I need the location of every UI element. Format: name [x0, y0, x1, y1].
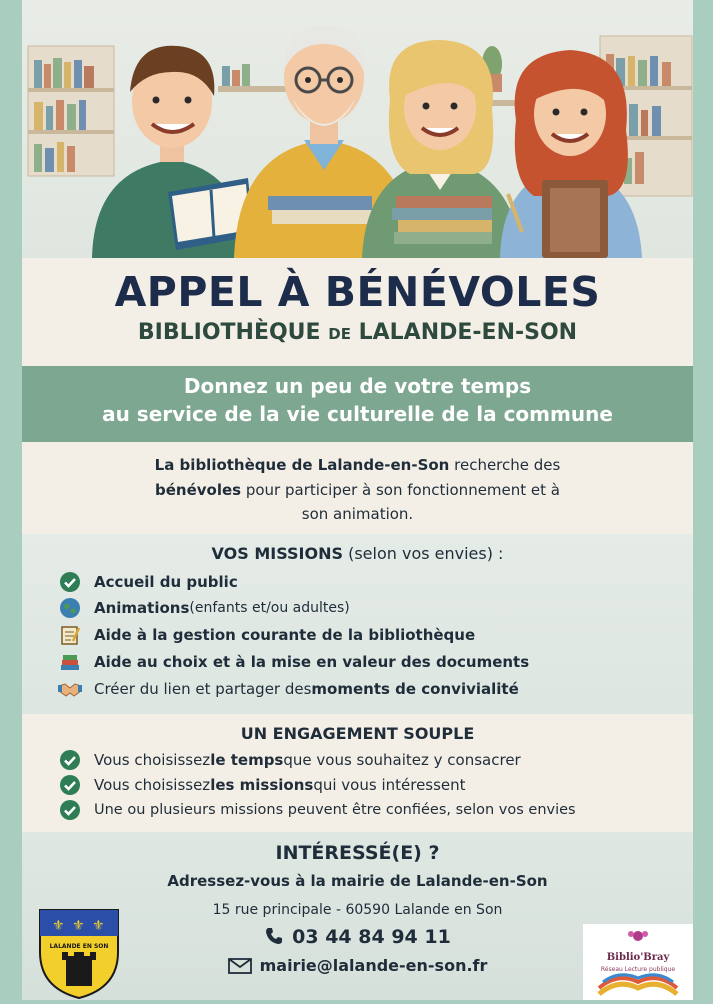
phone-icon	[264, 926, 284, 951]
contact-email[interactable]: mairie@lalande-en-son.fr	[259, 956, 488, 975]
engagement-section	[22, 714, 693, 832]
engagement-pre: Vous choisissez	[94, 776, 211, 794]
tagline-line2: au service de la vie culturelle de la commune	[102, 402, 613, 426]
mission-item	[58, 623, 475, 647]
engagement-item	[58, 773, 466, 797]
missions-section	[22, 534, 693, 714]
mission-label: Aide au choix et à la mise en valeur des documents	[94, 653, 530, 671]
sub-title	[22, 320, 693, 345]
municipal-crest	[36, 906, 122, 1000]
engagement-item	[58, 798, 576, 822]
missions-title-bold: VOS MISSIONS	[211, 544, 343, 563]
envelope-icon	[228, 958, 252, 978]
svg-text:⚜: ⚜	[92, 918, 105, 934]
mission-label: Aide à la gestion courante de la bibliothèque	[94, 626, 476, 644]
notepad-icon	[58, 624, 82, 646]
intro-line2-bold: bénévoles	[154, 481, 242, 499]
mission-item	[58, 570, 238, 594]
check-circle-icon	[58, 799, 82, 821]
contact-title: INTÉRESSÉ(E) ?	[275, 842, 440, 864]
mission-item	[58, 677, 519, 701]
intro-line3: son animation.	[301, 505, 414, 523]
engagement-bold: les missions	[210, 776, 314, 794]
mission-label: moments de convivialité	[311, 680, 519, 698]
logo-tagline: Réseau Lecture publique	[600, 966, 676, 973]
engagement-title: UN ENGAGEMENT SOUPLE	[240, 724, 475, 743]
tagline-band	[22, 366, 693, 442]
globe-icon	[58, 597, 82, 619]
contact-address: 15 rue principale - 60590 Lalande en Son	[212, 902, 503, 918]
svg-text:⚜: ⚜	[52, 918, 65, 934]
intro-line1-bold: La bibliothèque de Lalande-en-Son	[154, 456, 450, 474]
intro-line1	[22, 456, 693, 474]
intro-line2-rest: pour participer à son fonctionnement et à	[241, 481, 560, 499]
engagement-bold: le temps	[210, 751, 284, 769]
check-circle-icon	[58, 571, 82, 593]
mission-item	[58, 650, 529, 674]
engagement-pre: Vous choisissez	[94, 751, 211, 769]
mission-detail: (enfants et/ou adultes)	[189, 600, 350, 616]
mission-label: Accueil du public	[94, 573, 238, 591]
missions-title	[22, 544, 693, 563]
poster	[22, 0, 693, 1000]
books-icon	[58, 651, 82, 673]
main-title: APPEL À BÉNÉVOLES	[114, 268, 601, 316]
mission-item	[58, 596, 350, 620]
svg-text:⚜: ⚜	[72, 918, 85, 934]
engagement-rest: que vous souhaitez y consacrer	[283, 751, 521, 769]
biblio-bray-logo	[583, 924, 693, 1000]
engagement-item	[58, 748, 521, 772]
title-zone	[22, 258, 693, 366]
volunteers-illustration	[22, 0, 693, 258]
intro-text	[22, 442, 693, 534]
sub-title-part1: BIBLIOTHÈQUE	[137, 320, 329, 345]
tagline-line1: Donnez un peu de votre temps	[183, 374, 532, 398]
handshake-icon	[58, 678, 82, 700]
mission-label: Animations	[94, 599, 190, 617]
contact-line: Adressez-vous à la mairie de Lalande-en-Son	[167, 872, 548, 890]
missions-title-rest: (selon vos envies) :	[343, 544, 504, 563]
contact-section	[22, 832, 693, 1000]
check-circle-icon	[58, 774, 82, 796]
engagement-rest: qui vous intéressent	[313, 776, 466, 794]
intro-line1-rest: recherche des	[449, 456, 561, 474]
engagement-pre: Une ou plusieurs missions peuvent être confiées, selon vos envies	[94, 802, 576, 818]
contact-phone[interactable]: 03 44 84 94 11	[292, 926, 451, 948]
crest-text: LALANDE EN SON	[49, 943, 109, 950]
check-circle-icon	[58, 749, 82, 771]
mission-pre: Créer du lien et partager des	[94, 680, 312, 698]
sub-title-de: DE	[328, 325, 351, 343]
intro-line2	[22, 481, 693, 499]
sub-title-part2: LALANDE-EN-SON	[350, 320, 578, 345]
logo-name: Biblio'Bray	[606, 952, 670, 963]
